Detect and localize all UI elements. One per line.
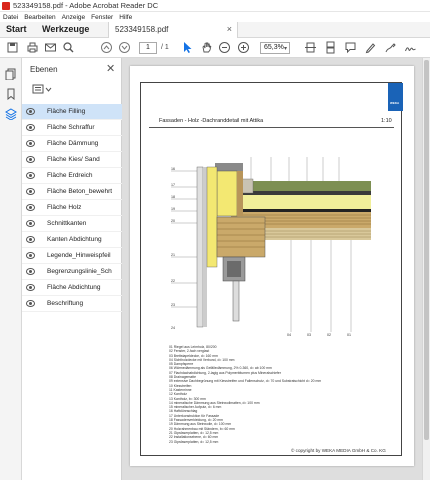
- previous-page-icon[interactable]: [100, 41, 113, 54]
- layer-label: Fläche Filling: [47, 108, 86, 115]
- tab-tools[interactable]: Werkzeuge: [42, 24, 90, 34]
- legend-entry: 21 Gipsfaserplatten, d= 12,5 mm: [169, 430, 219, 435]
- weka-logo: WEKA: [388, 83, 403, 111]
- legend-entry: 22 Installationsebene, d= 60 mm: [169, 435, 219, 440]
- highlight-pen-icon[interactable]: [364, 41, 377, 54]
- legend-entry: 17 Unterkonstruktion für Fassade: [169, 413, 220, 418]
- layer-item[interactable]: [22, 232, 122, 248]
- legend-entry: 02 Fenster, 2-fach verglast: [169, 349, 210, 354]
- document-viewer[interactable]: [122, 58, 422, 480]
- layers-panel: [22, 58, 122, 480]
- tab-bar: [0, 22, 430, 38]
- navigation-rail: [0, 58, 22, 480]
- menu-view[interactable]: Anzeige: [61, 14, 86, 21]
- legend-entry: 12 Kantholz: [169, 392, 187, 397]
- detail-drawing: [171, 157, 376, 337]
- pdf-page: [130, 66, 414, 466]
- next-page-icon[interactable]: [118, 41, 131, 54]
- layer-item[interactable]: [22, 184, 122, 200]
- toolbar: [0, 38, 430, 58]
- callout-17: 17: [171, 183, 175, 187]
- legend-entry: 04 Sichtholzdecke mit Verbund, d= 100 mm: [169, 357, 235, 362]
- layer-item[interactable]: [22, 136, 122, 152]
- layer-label: Fläche Dämmung: [47, 140, 99, 147]
- bookmarks-icon[interactable]: [5, 88, 17, 100]
- layer-item[interactable]: [22, 104, 122, 120]
- layer-item[interactable]: [22, 296, 122, 312]
- layer-label: Fläche Kies/ Sand: [47, 156, 100, 163]
- layer-label: Fläche Schraffur: [47, 124, 95, 131]
- fit-page-icon[interactable]: [304, 41, 317, 54]
- draw-icon[interactable]: [384, 41, 397, 54]
- layer-label: Legende_Hinweispfeil: [47, 252, 111, 259]
- menu-bar: [0, 12, 430, 22]
- hand-tool-icon[interactable]: [200, 41, 213, 54]
- layer-list: [22, 104, 122, 312]
- page-thumbnails-icon[interactable]: [5, 68, 17, 80]
- layer-label: Beschriftung: [47, 300, 84, 307]
- zoom-in-icon[interactable]: [237, 41, 250, 54]
- callout-19: 19: [171, 207, 175, 211]
- layer-item[interactable]: [22, 152, 122, 168]
- legend-entry: 08 Drainagematte: [169, 375, 196, 380]
- acrobat-app-icon: [2, 2, 10, 10]
- legend-entry: 14 mineralische Dämmung aus Steinwollmatten, d= 100 mm: [169, 400, 260, 405]
- layer-item[interactable]: [22, 248, 122, 264]
- eye-visibility-icon[interactable]: [26, 204, 35, 211]
- layer-label: Begrenzungslinie_Sch: [47, 268, 112, 275]
- eye-visibility-icon[interactable]: [26, 236, 35, 243]
- zoom-out-icon[interactable]: [218, 41, 231, 54]
- callout-01: 01: [347, 333, 351, 337]
- layer-label: Fläche Abdichtung: [47, 284, 101, 291]
- layer-options-menu[interactable]: [32, 84, 54, 94]
- zoom-dropdown-icon[interactable]: ▾: [284, 46, 288, 52]
- legend-entry: 07 Flachdachabdichtung, 2-lagig aus Polymerbitumen plus Mineralschiefer: [169, 370, 281, 375]
- callout-21: 21: [171, 253, 175, 257]
- sign-icon[interactable]: [404, 41, 417, 54]
- legend-entry: 11 Kastenrinne: [169, 387, 192, 392]
- layer-item[interactable]: [22, 168, 122, 184]
- eye-visibility-icon[interactable]: [26, 300, 35, 307]
- scrollbar-thumb[interactable]: [424, 60, 429, 440]
- drawing-title: Fassaden - Holz -Dachranddetail mit Attika: [159, 118, 264, 124]
- legend-entry: 19 Dämmung aus Steinwolle, d= 100 mm: [169, 422, 232, 427]
- menu-help[interactable]: Hilfe: [119, 14, 133, 21]
- layer-label: Kanten Abdichtung: [47, 236, 102, 243]
- menu-edit[interactable]: Bearbeiten: [24, 14, 56, 21]
- callout-04: 04: [287, 333, 291, 337]
- layer-item[interactable]: [22, 264, 122, 280]
- layer-item[interactable]: [22, 216, 122, 232]
- legend-entry: 03 Brettstapeldecke, d= 160 mm: [169, 353, 218, 358]
- select-cursor-icon[interactable]: [181, 41, 194, 54]
- callout-02: 02: [327, 333, 331, 337]
- layer-label: Schnittkanten: [47, 220, 87, 227]
- callout-18: 18: [171, 195, 175, 199]
- eye-visibility-icon[interactable]: [26, 220, 35, 227]
- eye-visibility-icon[interactable]: [26, 124, 35, 131]
- eye-visibility-icon[interactable]: [26, 172, 35, 179]
- eye-visibility-icon[interactable]: [26, 140, 35, 147]
- callout-22: 22: [171, 279, 175, 283]
- legend-entry: 23 Gipsfaserplatten, d= 12,5 mm: [169, 439, 219, 444]
- layer-item[interactable]: [22, 120, 122, 136]
- eye-visibility-icon[interactable]: [26, 156, 35, 163]
- menu-file[interactable]: Datei: [3, 14, 19, 21]
- callout-23: 23: [171, 303, 175, 307]
- callout-24: 24: [171, 326, 175, 330]
- legend-entry: 18 Fassadenverkleidung, d= 20 mm: [169, 418, 223, 423]
- eye-visibility-icon[interactable]: [26, 188, 35, 195]
- tab-close-icon[interactable]: ×: [226, 24, 232, 34]
- search-icon[interactable]: [62, 41, 75, 54]
- tab-document[interactable]: [108, 22, 238, 38]
- legend-list: [169, 345, 394, 444]
- drawing-scale: 1:10: [381, 118, 392, 124]
- copyright-note: © copyright by WEKA MEDIA GmbH & Co. KG: [291, 448, 386, 453]
- layer-item[interactable]: [22, 280, 122, 296]
- tab-start[interactable]: Start: [6, 24, 27, 34]
- callout-03: 03: [307, 333, 311, 337]
- legend-entry: 15 mineralischer Aufputz, d= 6 mm: [169, 405, 222, 410]
- menu-window[interactable]: Fenster: [91, 14, 114, 21]
- legend-entry: 13 Kantholz, b= 300 mm: [169, 396, 206, 401]
- layers-panel-title: Ebenen: [30, 65, 58, 74]
- callout-20: 20: [171, 219, 175, 223]
- title-bar: [0, 0, 430, 12]
- print-icon[interactable]: [26, 41, 39, 54]
- callout-16: 16: [171, 167, 175, 171]
- legend-entry: 09 extensive Dachbegrünung mit Kiesstreifen und Fallenschutz, d= 70 und Substratschicht d= 20 mm: [169, 379, 322, 384]
- page-number-input[interactable]: 1: [139, 42, 157, 54]
- legend-entry: 10 Kiesstreifen: [169, 383, 192, 388]
- layer-label: Fläche Holz: [47, 204, 82, 211]
- legend-entry: 16 Haftdünnschlag: [169, 409, 198, 414]
- legend-entry: 20 Holzrahmenbau mit Ständern, b= 60 mm: [169, 426, 235, 431]
- eye-visibility-icon[interactable]: [26, 268, 35, 275]
- scroll-mode-icon[interactable]: [324, 41, 337, 54]
- close-panel-icon[interactable]: ✕: [106, 63, 116, 75]
- layer-label: Fläche Beton_bewehrt: [47, 188, 113, 195]
- layers-icon[interactable]: [5, 108, 17, 120]
- vertical-scrollbar[interactable]: [422, 58, 430, 480]
- window-title: 523349158.pdf - Adobe Acrobat Reader DC: [13, 1, 159, 10]
- eye-visibility-icon[interactable]: [26, 252, 35, 259]
- zoom-level-field[interactable]: 65,3%: [260, 42, 290, 54]
- eye-visibility-icon[interactable]: [26, 108, 35, 115]
- layer-item[interactable]: [22, 200, 122, 216]
- legend-entry: 05 Dampfsperre: [169, 362, 194, 367]
- layer-label: Fläche Erdreich: [47, 172, 93, 179]
- save-icon[interactable]: [6, 41, 19, 54]
- legend-entry: 06 Wärmedämmung als Gefälledämmung, 2% 0-360, d= ab 100 mm: [169, 366, 272, 371]
- title-divider: [149, 127, 394, 128]
- page-total: / 1: [161, 44, 169, 51]
- tab-document-label: 523349158.pdf: [115, 25, 169, 34]
- email-icon[interactable]: [44, 41, 57, 54]
- legend-entry: 01 Riegel aus Leimholz, 80/200: [169, 345, 217, 349]
- eye-visibility-icon[interactable]: [26, 284, 35, 291]
- comment-icon[interactable]: [344, 41, 357, 54]
- drawing-frame: [140, 82, 402, 456]
